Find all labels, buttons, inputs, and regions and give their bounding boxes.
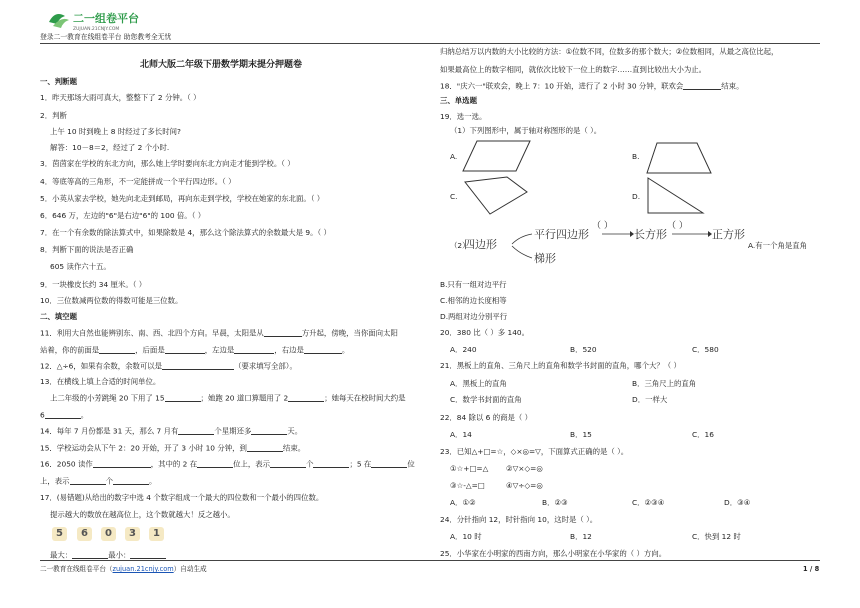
logo-subtext: ZUJUAN.21CNJY.COM	[73, 27, 120, 32]
option-d-label: D.	[632, 192, 641, 201]
question-16	[40, 460, 415, 468]
footer-text	[40, 566, 207, 573]
question-15	[40, 444, 305, 452]
diagram-rect: 长方形	[634, 228, 667, 241]
section-heading: 二、填空题	[40, 312, 77, 321]
blank-field[interactable]	[93, 460, 151, 468]
text: 14．每年 7 月份都是 31 天，那么 7 月有	[40, 426, 179, 436]
equation-4: ④▽÷◇=◎	[506, 481, 543, 490]
question-2: 2．判断	[40, 111, 67, 120]
question-9: 9．一块橡皮长约 34 厘米。（ ）	[40, 280, 147, 289]
right-triangle-shape	[645, 175, 707, 217]
question-10: 10．三位数减两位数的得数可能是三位数。	[40, 296, 183, 305]
quadrilateral-relation-diagram	[462, 218, 762, 270]
option-19-2-d: D.两组对边分别平行	[440, 312, 508, 321]
option-b: B．15	[570, 430, 592, 439]
equation-2: ②▽×◇=◎	[506, 464, 543, 473]
equation-3: ③☆-△=□	[450, 481, 485, 490]
text: ，右边是	[274, 345, 304, 355]
question-1: 1．昨天那场大雨可真大，整整下了 2 分钟。（ ）	[40, 93, 201, 102]
blank-field[interactable]	[70, 477, 106, 485]
question-8: 8．判断下面的说法是否正确	[40, 245, 134, 254]
question-13: 13．在横线上填上合适的时间单位。	[40, 377, 161, 386]
option-a: A．240	[450, 345, 477, 354]
text: ，其中的 2 在	[150, 459, 198, 469]
text: 结束。	[721, 81, 744, 91]
digit-card: 5	[52, 527, 67, 541]
text: 11．利用大自然也能辨别东、南、西、北四个方向。早晨，太阳是从	[40, 328, 264, 338]
option-a: A．10 时	[450, 532, 482, 541]
text: ，后面是	[135, 345, 165, 355]
footer-link[interactable]: zujuan.21cnjy.com	[112, 565, 174, 573]
diagram-quad: 四边形	[464, 238, 497, 251]
question-17-answer	[50, 551, 166, 559]
option-a: A．黑板上的直角	[450, 379, 507, 388]
option-a-label: A.	[450, 152, 458, 161]
option-b-label: B.	[632, 152, 640, 161]
blank-field[interactable]	[130, 551, 166, 559]
question-24: 24．分针指向 12，时针指向 10，这时是（ ）。	[440, 515, 598, 524]
blank-field[interactable]	[113, 477, 149, 485]
diagram-para: 平行四边形	[534, 228, 589, 241]
option-b: B．三角尺上的直角	[632, 379, 697, 388]
header-tagline: 登录二一教育在线组卷平台 助您教考全无忧	[40, 33, 172, 41]
arrow-icon	[512, 234, 532, 244]
text: ；5 在	[349, 459, 372, 469]
option-c: C．数学书封面的直角	[450, 395, 522, 404]
question-4: 4．等底等高的三角形，不一定能拼成一个平行四边形。（ ）	[40, 177, 236, 186]
question-13-text	[50, 394, 406, 402]
question-16-cont	[40, 477, 156, 485]
text: ，左边是	[204, 345, 235, 355]
text: 天。	[287, 426, 303, 436]
question-7: 7．在一个有余数的除法算式中，如果除数是 4，那么这个除法算式的余数最大是 9。（ ）	[40, 228, 331, 237]
logo-text: 二一组卷平台	[73, 12, 139, 25]
question-20: 20．380 比（ ）多 140。	[440, 328, 530, 337]
text: 最大：	[50, 550, 73, 560]
option-c: C．16	[692, 430, 714, 439]
page-title: 北师大版二年级下册数学期末提分押题卷	[140, 60, 303, 70]
text: 16．2050 读作	[40, 459, 93, 469]
text: 6	[40, 410, 45, 420]
text: 上二年级的小芳跳绳 20 下用了 15	[50, 393, 165, 403]
blank-field[interactable]	[251, 427, 287, 435]
option-d: D．③④	[724, 498, 751, 507]
question-14	[40, 427, 302, 435]
digit-card: 0	[101, 527, 116, 541]
blank-field[interactable]	[264, 329, 302, 337]
option-19-2-b: B.只有一组对边平行	[440, 280, 507, 289]
blank-field[interactable]	[45, 411, 81, 419]
question-18	[440, 82, 743, 90]
blank-field[interactable]	[288, 394, 324, 402]
text: ；她跑 20 道口算题用了 2	[200, 393, 289, 403]
question-3: 3．茵茵家在学校的东北方向，那么她上学时要向东北方向走才能到学校。（ ）	[40, 159, 295, 168]
question-19: 19．选一选。	[440, 112, 487, 121]
text: 站着，你的前面是	[40, 345, 100, 355]
text: 个	[306, 459, 314, 469]
section-heading: 一、判断题	[40, 77, 77, 86]
question-12	[40, 362, 297, 370]
text: 18．"庆六一"联欢会，晚上 7：10 开始，进行了 2 小时 30 分钟，联欢会	[440, 81, 684, 91]
option-b: B．②③	[542, 498, 568, 507]
question-19-1: （1）下列图形中，属于轴对称图形的是（ ）。	[450, 126, 602, 135]
blank-field[interactable]	[165, 394, 201, 402]
blank-field[interactable]	[197, 460, 233, 468]
question-11-cont: 站着，你的前面是 ，后面是 ，左边是 ，右边是 。	[40, 345, 350, 355]
text: 15．学校运动会从下午 2：20 开始，开了 3 小时 10 分钟，到	[40, 443, 247, 453]
text: ；她每天在校时间大约是	[324, 393, 406, 403]
footer-prefix: 二一教育在线组卷平台（	[40, 565, 113, 573]
option-a: A．①②	[450, 498, 476, 507]
footer-suffix: ）自动生成	[173, 565, 207, 573]
digit-card: 3	[125, 527, 140, 541]
diagram-blank: （ ）	[667, 221, 688, 231]
option-19-2-c: C.相邻的边长度相等	[440, 296, 507, 305]
text: 位上，表示	[233, 459, 271, 469]
diagram-trap: 梯形	[534, 252, 556, 265]
section-heading: 三、单选题	[440, 96, 477, 105]
text: 上，表示	[40, 476, 70, 486]
option-b: B．520	[570, 345, 597, 354]
blank-field[interactable]	[371, 460, 407, 468]
blank-field[interactable]	[178, 427, 214, 435]
option-19-2-a: A.有一个角是直角	[748, 241, 808, 250]
logo	[47, 8, 172, 33]
text: 结束。	[282, 443, 306, 453]
blank-field[interactable]	[72, 551, 108, 559]
question-23: 23．已知△+□=☆，◇×◎=▽，下面算式正确的是（ ）。	[440, 447, 629, 456]
summary-text-2: 如果最高位上的数字相同，就依次比较下一位上的数字……直到比较出大小为止。	[440, 65, 707, 74]
page-number: 1 / 8	[803, 565, 820, 573]
logo-icon	[47, 8, 172, 33]
digit-card: 6	[77, 527, 92, 541]
blank-field[interactable]	[270, 460, 306, 468]
arrow-icon	[512, 246, 532, 258]
question-21: 21．黑板上的直角、三角尺上的直角和数学书封面的直角，哪个大？（ ）	[440, 361, 681, 370]
question-13-cont	[40, 411, 88, 419]
blank-field[interactable]	[247, 444, 283, 452]
option-c: C．②③④	[632, 498, 665, 507]
option-a: A．14	[450, 430, 472, 439]
option-c: C．快到 12 时	[692, 532, 741, 541]
text: （要求填写全部）。	[234, 361, 297, 371]
blank-field[interactable]	[683, 82, 721, 90]
blank-field[interactable]	[165, 346, 205, 354]
question-8-text: 605 读作六十五。	[50, 262, 111, 271]
question-11	[40, 329, 398, 337]
footer-divider	[40, 560, 820, 561]
option-d: D．一样大	[632, 395, 668, 404]
header-divider	[40, 43, 820, 44]
question-25: 25．小华家在小明家的西南方向，那么小明家在小华家的（ ）方向。	[440, 549, 667, 558]
question-5: 5．小英从家去学校，她先向北走到邮局，再向东走到学校，学校在她家的东北面。（ ）	[40, 194, 325, 203]
summary-text-1: 归纳总结万以内数的大小比较的方法：①位数不同，位数多的那个数大；②位数相同，从最之高位比起，	[440, 47, 779, 56]
text: 。	[80, 410, 89, 420]
question-6: 6．646 万，左边的"6"是右边"6"的 100 倍。（ ）	[40, 211, 206, 220]
question-17: 17．(易错题)从给出的数字中选 4 个数字组成一个最大的四位数和一个最小的四位数。	[40, 493, 324, 502]
option-b: B．12	[570, 532, 592, 541]
blank-field[interactable]	[234, 346, 274, 354]
option-c: C．580	[692, 345, 719, 354]
text: 最小：	[108, 550, 131, 560]
text: 个星期还多	[214, 426, 252, 436]
option-c-label: C.	[450, 192, 458, 201]
blank-field[interactable]	[304, 346, 342, 354]
blank-field[interactable]	[313, 460, 349, 468]
question-22: 22．84 除以 6 的商是（ ）	[440, 413, 533, 422]
text: 。	[148, 476, 157, 486]
text: 12．△÷6，如果有余数，余数可以是	[40, 361, 163, 371]
quadrilateral-shape	[462, 174, 532, 216]
text: 位	[407, 459, 415, 469]
equation-1: ①☆+□=△	[450, 464, 489, 473]
parallelogram-shape	[462, 138, 532, 174]
question-2-text: 上午 10 时到晚上 8 时经过了多长时间?	[50, 127, 181, 136]
question-2-answer: 解答：10－8＝2，经过了 2 个小时.	[50, 143, 170, 152]
digit-card: 1	[149, 527, 164, 541]
question-19-2-label: （2）	[450, 241, 470, 250]
text: 个	[105, 476, 113, 486]
blank-field[interactable]	[99, 346, 135, 354]
text: 方升起，傍晚，当你面向太阳	[301, 328, 398, 338]
diagram-blank: （ ）	[592, 221, 613, 231]
diagram-square: 正方形	[712, 228, 745, 241]
trapezoid-shape	[645, 140, 715, 176]
blank-field[interactable]	[162, 362, 234, 370]
question-17-hint: 提示越大的数放在越高位上，这个数就越大！反之越小。	[50, 510, 235, 519]
